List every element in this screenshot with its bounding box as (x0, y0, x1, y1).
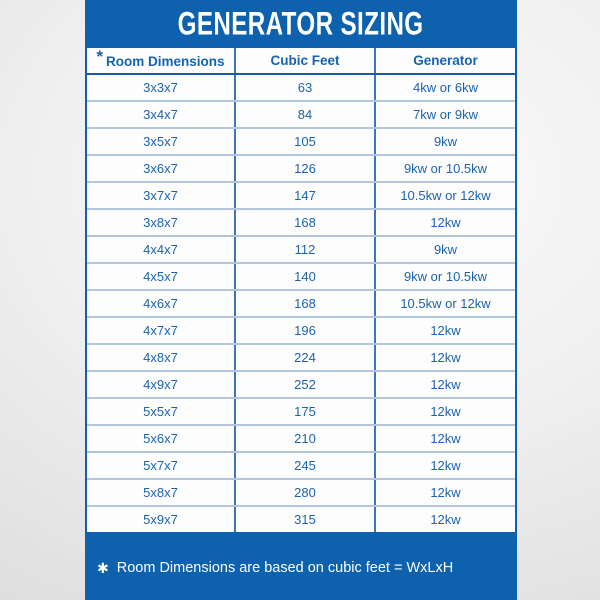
room-dimensions-cell: 4x4x7 (87, 236, 235, 263)
room-dimensions-cell: 5x9x7 (87, 506, 235, 532)
cubic-feet-cell: 224 (235, 344, 375, 371)
table-row (87, 317, 515, 344)
table-row (87, 263, 515, 290)
room-dimensions-cell: 3x8x7 (87, 209, 235, 236)
generator-cell: 12kw (375, 425, 515, 452)
generator-cell: 12kw (375, 317, 515, 344)
cubic-feet-cell: 175 (235, 398, 375, 425)
table-row (87, 425, 515, 452)
generator-cell: 9kw (375, 128, 515, 155)
sizing-table-body (87, 74, 515, 532)
cubic-feet-cell: 112 (235, 236, 375, 263)
table-row (87, 209, 515, 236)
room-dimensions-cell: 5x6x7 (87, 425, 235, 452)
generator-cell: 4kw or 6kw (375, 74, 515, 101)
table-row (87, 128, 515, 155)
asterisk-marker: * (96, 46, 104, 66)
title-band (85, 0, 517, 48)
table-row (87, 479, 515, 506)
table-row (87, 398, 515, 425)
table-row (87, 452, 515, 479)
table-row (87, 290, 515, 317)
cubic-feet-cell: 84 (235, 101, 375, 128)
room-dimensions-cell: 5x8x7 (87, 479, 235, 506)
generator-cell: 12kw (375, 479, 515, 506)
room-dimensions-cell: 4x7x7 (87, 317, 235, 344)
generator-header: Generator (375, 48, 515, 74)
table-row (87, 371, 515, 398)
room-dimensions-cell: 3x5x7 (87, 128, 235, 155)
cubic-feet-cell: 210 (235, 425, 375, 452)
table-row (87, 74, 515, 101)
generator-cell: 9kw or 10.5kw (375, 263, 515, 290)
generator-cell: 7kw or 9kw (375, 101, 515, 128)
room-dimensions-header-label: Room Dimensions (106, 53, 225, 69)
room-dimensions-cell: 5x7x7 (87, 452, 235, 479)
cubic-feet-cell: 252 (235, 371, 375, 398)
table-header-row (87, 48, 515, 74)
generator-cell: 12kw (375, 371, 515, 398)
table-row (87, 155, 515, 182)
footnote (85, 536, 517, 600)
room-dimensions-cell: 5x5x7 (87, 398, 235, 425)
table-row (87, 506, 515, 532)
cubic-feet-cell: 105 (235, 128, 375, 155)
sizing-table (87, 48, 515, 532)
room-dimensions-header (87, 48, 235, 74)
cubic-feet-cell: 315 (235, 506, 375, 532)
cubic-feet-cell: 126 (235, 155, 375, 182)
table-row (87, 344, 515, 371)
cubic-feet-cell: 168 (235, 209, 375, 236)
generator-cell: 12kw (430, 512, 461, 527)
generator-cell: 12kw (375, 398, 515, 425)
table-wrap (85, 48, 517, 532)
cubic-feet-cell: 245 (235, 452, 375, 479)
room-dimensions-cell: 3x3x7 (87, 74, 235, 101)
room-dimensions-cell: 4x6x7 (87, 290, 235, 317)
generator-cell: 12kw (375, 452, 515, 479)
room-dimensions-cell: 3x4x7 (87, 101, 235, 128)
cubic-feet-header: Cubic Feet (235, 48, 375, 74)
generator-cell: 10.5kw or 12kw (375, 182, 515, 209)
footnote-text: Room Dimensions are based on cubic feet = WxLxH (116, 560, 454, 576)
table-row (87, 236, 515, 263)
cubic-feet-cell: 196 (235, 317, 375, 344)
table-row (87, 182, 515, 209)
table-row (87, 101, 515, 128)
cubic-feet-cell: 147 (235, 182, 375, 209)
cubic-feet-cell: 63 (235, 74, 375, 101)
generator-cell: 12kw (375, 209, 515, 236)
cubic-feet-cell: 140 (235, 263, 375, 290)
footnote-asterisk-marker: ✱ (97, 559, 109, 576)
generator-cell: 9kw or 10.5kw (375, 155, 515, 182)
cubic-feet-cell: 280 (235, 479, 375, 506)
room-dimensions-cell: 4x5x7 (87, 263, 235, 290)
cubic-feet-cell: 168 (235, 290, 375, 317)
generator-cell: 9kw (375, 236, 515, 263)
room-dimensions-cell: 3x6x7 (87, 155, 235, 182)
room-dimensions-cell: 3x7x7 (87, 182, 235, 209)
generator-sizing-panel (85, 0, 517, 600)
poster-title: GENERATOR SIZING (178, 5, 424, 42)
generator-cell: 12kw (375, 344, 515, 371)
room-dimensions-cell: 4x9x7 (87, 371, 235, 398)
generator-cell: 10.5kw or 12kw (375, 290, 515, 317)
room-dimensions-cell: 4x8x7 (87, 344, 235, 371)
